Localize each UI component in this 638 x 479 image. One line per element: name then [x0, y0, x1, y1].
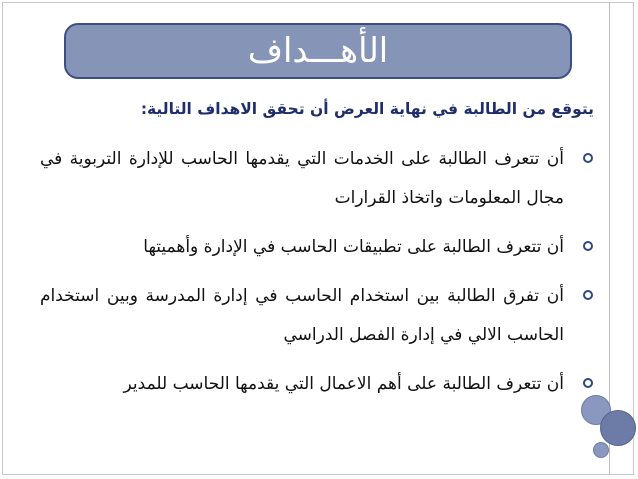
bullet-text: أن تتعرف الطالبة على أهم الاعمال التي يقدمها الحاسب للمدير — [123, 374, 564, 394]
bullet-circle-icon — [583, 378, 593, 388]
bullet-circle-icon — [583, 241, 593, 251]
list-item — [40, 228, 594, 267]
title-banner — [64, 23, 572, 79]
list-item — [40, 277, 594, 355]
list-item — [40, 365, 594, 404]
bullet-text: أن تفرق الطالبة بين استخدام الحاسب في إدارة المدرسة وبين استخدام الحاسب الالي في إدارة الفصل الدراسي — [40, 286, 564, 345]
objectives-list — [40, 140, 594, 414]
bullet-circle-icon — [583, 153, 593, 163]
decorative-circle-icon — [593, 442, 609, 458]
decorative-circle-icon — [600, 410, 636, 446]
slide-title: الأهـــداف — [247, 31, 389, 71]
bullet-circle-icon — [583, 290, 593, 300]
list-item — [40, 140, 594, 218]
bullet-text: أن تتعرف الطالبة على تطبيقات الحاسب في الإدارة وأهميتها — [143, 237, 564, 257]
bullet-text: أن تتعرف الطالبة على الخدمات التي يقدمها الحاسب للإدارة التربوية في مجال المعلومات واتخاذ القرارات — [40, 149, 564, 208]
slide-subtitle: يتوقع من الطالبة في نهاية العرض أن تحقق الاهداف التالية: — [140, 100, 594, 118]
